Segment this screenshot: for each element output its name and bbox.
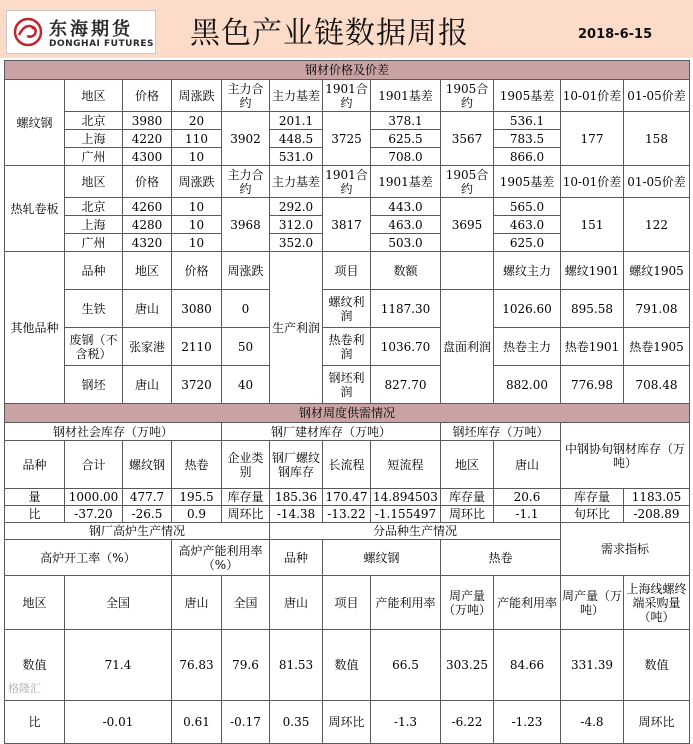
- header-cell: 主力合约: [222, 166, 270, 198]
- header-cell: 产能利用率: [371, 576, 441, 630]
- header-cell: 品种: [65, 252, 123, 290]
- disk-value: 热卷1905: [624, 328, 690, 366]
- hrc-spread-10-01: 151: [561, 198, 624, 252]
- bf-ts: 0.61: [172, 701, 222, 744]
- stock-region: 库存量: [441, 489, 494, 506]
- others-label: 其他品种: [5, 252, 65, 404]
- demand-label: 数值: [624, 630, 690, 701]
- header-cell: 1905合约: [441, 80, 494, 112]
- header-cell: 地区: [5, 576, 65, 630]
- header-cell: 长流程: [323, 441, 371, 489]
- stock-cat: 周环比: [222, 506, 270, 523]
- dragon-logo-icon: [13, 17, 43, 47]
- report-date: 2018-6-15: [578, 27, 653, 42]
- header-cell: 1905基差: [494, 80, 561, 112]
- rebar-spread-10-01: 177: [561, 112, 624, 166]
- header-cell: 热卷: [172, 441, 222, 489]
- other-chg: 40: [222, 366, 270, 404]
- header-cell: 周涨跌: [172, 166, 222, 198]
- other-price: 2110: [172, 328, 222, 366]
- profit-item: 钢坯利润: [323, 366, 371, 404]
- header-cell: 全国: [65, 576, 172, 630]
- hrc-basis-main: 352.0: [270, 234, 323, 252]
- hrc-chg: 10: [172, 234, 222, 252]
- header-cell: 唐山: [494, 441, 561, 489]
- disk-value: 热卷1901: [561, 328, 624, 366]
- other-variety: 钢坯: [65, 366, 123, 404]
- hc-out: 331.39: [561, 630, 624, 701]
- header-cell: 品种: [5, 441, 65, 489]
- variety-prod-title: 分品种生产情况: [270, 523, 561, 540]
- header-cell: 唐山: [172, 576, 222, 630]
- stock-long: 170.47: [323, 489, 371, 506]
- rebar-region: 上海: [65, 130, 123, 148]
- hrc-region: 广州: [65, 234, 123, 252]
- header-cell: 螺纹主力: [494, 252, 561, 290]
- stock-total: -37.20: [65, 506, 123, 523]
- other-price: 3720: [172, 366, 222, 404]
- stock-cat: 库存量: [222, 489, 270, 506]
- hrc-price: 4320: [123, 234, 172, 252]
- stock-hrc: 195.5: [172, 489, 222, 506]
- header-cell: 短流程: [371, 441, 441, 489]
- hrc-region: 上海: [65, 216, 123, 234]
- hrc-c1901: 3817: [323, 198, 371, 252]
- stock-short: -1.155497: [371, 506, 441, 523]
- hrc-basis-1905: 625.0: [494, 234, 561, 252]
- rebar-price: 4220: [123, 130, 172, 148]
- rb-util: 66.5: [371, 630, 441, 701]
- cisa-label: 旬环比: [561, 506, 624, 523]
- watermark: 格隆汇: [8, 682, 41, 695]
- profit-label: 生产利润: [270, 252, 323, 404]
- rebar-chg: 10: [172, 148, 222, 166]
- other-chg: 50: [222, 328, 270, 366]
- hrc-basis-main: 312.0: [270, 216, 323, 234]
- other-variety: 生铁: [65, 290, 123, 328]
- rebar-spread-01-05: 158: [624, 112, 690, 166]
- header-cell: 1905合约: [441, 166, 494, 198]
- header-cell: 地区: [123, 252, 172, 290]
- header-cell: 10-01价差: [561, 80, 624, 112]
- bf-nat: -0.01: [65, 701, 172, 744]
- stock-mill-rebar: -14.38: [270, 506, 323, 523]
- logo-en-text: DONGHAI FUTURES: [49, 39, 154, 49]
- prod-item: 数值: [323, 630, 371, 701]
- profit-item: 螺纹利润: [323, 290, 371, 328]
- hrc-region: 北京: [65, 198, 123, 216]
- hrc-basis-1901: 503.0: [371, 234, 441, 252]
- rebar-basis-1901: 378.1: [371, 112, 441, 130]
- header-cell: 唐山: [270, 576, 323, 630]
- hrc-c1905: 3695: [441, 198, 494, 252]
- cisa-label: 库存量: [561, 489, 624, 506]
- stock-tangshan: 20.6: [494, 489, 561, 506]
- demand-label: 周环比: [624, 701, 690, 744]
- header-cell: 地区: [65, 80, 123, 112]
- header-cell: 周产量（万吨）: [561, 576, 624, 630]
- hrc-label: 热轧卷板: [5, 166, 65, 252]
- header-cell: 产能利用率: [494, 576, 561, 630]
- rebar-c1905: 3567: [441, 112, 494, 166]
- disk-value: 热卷主力: [494, 328, 561, 366]
- stock-mill-rebar: 185.36: [270, 489, 323, 506]
- social-stock-title: 钢材社会库存（万吨）: [5, 423, 222, 441]
- row-label: 比: [5, 506, 65, 523]
- stock-long: -13.22: [323, 506, 371, 523]
- header-cell: 主力合约: [222, 80, 270, 112]
- prod-item: 周环比: [323, 701, 371, 744]
- util-nat: -0.17: [222, 701, 270, 744]
- header-cell: 地区: [65, 166, 123, 198]
- disk-value: 791.08: [624, 290, 690, 328]
- rebar-region: 广州: [65, 148, 123, 166]
- variety-label: 品种: [270, 540, 323, 576]
- header-cell: 主力基差: [270, 80, 323, 112]
- hrc-chg: 10: [172, 216, 222, 234]
- util-ts: 81.53: [270, 630, 323, 701]
- bf-util-title: 高炉产能利用率（%）: [172, 540, 270, 576]
- bf-ts: 76.83: [172, 630, 222, 701]
- hrc-price: 4260: [123, 198, 172, 216]
- rb-out: 303.25: [441, 630, 494, 701]
- rebar-label: 螺纹钢: [5, 80, 65, 166]
- section-price-title: 钢材价格及价差: [5, 61, 690, 80]
- rebar-basis-main: 201.1: [270, 112, 323, 130]
- header-cell: 主力基差: [270, 166, 323, 198]
- cisa-value: -208.89: [624, 506, 690, 523]
- stock-rebar: 477.7: [123, 489, 172, 506]
- stock-hrc: 0.9: [172, 506, 222, 523]
- rebar-basis-1901: 708.0: [371, 148, 441, 166]
- header-cell: 1905基差: [494, 166, 561, 198]
- other-chg: 0: [222, 290, 270, 328]
- hrc-basis-1901: 443.0: [371, 198, 441, 216]
- header-cell: 合计: [65, 441, 123, 489]
- hrc-chg: 10: [172, 198, 222, 216]
- header-cell: 01-05价差: [624, 80, 690, 112]
- stock-total: 1000.00: [65, 489, 123, 506]
- stock-tangshan: -1.1: [494, 506, 561, 523]
- disk-value: 895.58: [561, 290, 624, 328]
- header-cell: 数额: [371, 252, 441, 290]
- disk-value: 1026.60: [494, 290, 561, 328]
- hrc-price: 4280: [123, 216, 172, 234]
- disk-value: 882.00: [494, 366, 561, 404]
- other-price: 3080: [172, 290, 222, 328]
- rebar-chg: 20: [172, 112, 222, 130]
- cisa-value: 1183.05: [624, 489, 690, 506]
- rebar-prod-label: 螺纹钢: [323, 540, 441, 576]
- row-label: 量: [5, 489, 65, 506]
- header-cell: 10-01价差: [561, 166, 624, 198]
- rebar-region: 北京: [65, 112, 123, 130]
- mill-stock-title: 钢厂建材库存（万吨）: [222, 423, 441, 441]
- report-title: 黑色产业链数据周报: [190, 16, 469, 51]
- company-logo: [6, 10, 156, 54]
- header-cell: 1901合约: [323, 80, 371, 112]
- util-nat: 79.6: [222, 630, 270, 701]
- hc-util: -1.23: [494, 701, 561, 744]
- header-cell: 01-05价差: [624, 166, 690, 198]
- other-region: 唐山: [123, 366, 172, 404]
- hrc-basis-1905: 463.0: [494, 216, 561, 234]
- other-region: 张家港: [123, 328, 172, 366]
- profit-item: 热卷利润: [323, 328, 371, 366]
- header-cell: 上海线螺终端采购量（吨）: [624, 576, 690, 630]
- bf-rate-title: 高炉开工率（%）: [5, 540, 172, 576]
- rebar-chg: 110: [172, 130, 222, 148]
- header-cell: [441, 252, 494, 290]
- disk-value: 776.98: [561, 366, 624, 404]
- bf-nat: 71.4: [65, 630, 172, 701]
- logo-cn-text: 东海期货: [49, 19, 133, 40]
- header-cell: 项目: [323, 252, 371, 290]
- rb-out: -6.22: [441, 701, 494, 744]
- header-cell: 全国: [222, 576, 270, 630]
- rebar-main-contract: 3902: [222, 112, 270, 166]
- hrc-prod-label: 热卷: [441, 540, 561, 576]
- disk-profit-label: 盘面利润: [441, 290, 494, 404]
- billet-stock-title: 钢坯库存（万吨）: [441, 423, 561, 441]
- hrc-basis-1905: 565.0: [494, 198, 561, 216]
- header-cell: 周涨跌: [172, 80, 222, 112]
- header-cell: 螺纹钢: [123, 441, 172, 489]
- row-label: 比: [5, 701, 65, 744]
- hrc-spread-01-05: 122: [624, 198, 690, 252]
- hc-util: 84.66: [494, 630, 561, 701]
- profit-amount: 827.70: [371, 366, 441, 404]
- rebar-price: 3980: [123, 112, 172, 130]
- demand-title: 需求指标: [561, 523, 690, 576]
- header-cell: 项目: [323, 576, 371, 630]
- rebar-basis-main: 531.0: [270, 148, 323, 166]
- header-cell: 价格: [172, 252, 222, 290]
- header-cell: 1901基差: [371, 166, 441, 198]
- header-cell: 周产量（万吨）: [441, 576, 494, 630]
- other-region: 唐山: [123, 290, 172, 328]
- row-label: 数值: [5, 630, 65, 701]
- header-cell: 螺纹1901: [561, 252, 624, 290]
- report-header: [0, 0, 693, 58]
- hrc-main-contract: 3968: [222, 198, 270, 252]
- header-cell: 1901合约: [323, 166, 371, 198]
- rebar-c1901: 3725: [323, 112, 371, 166]
- rebar-price: 4300: [123, 148, 172, 166]
- rebar-basis-1905: 536.1: [494, 112, 561, 130]
- hrc-basis-1901: 463.0: [371, 216, 441, 234]
- rebar-basis-1901: 625.5: [371, 130, 441, 148]
- util-ts: 0.35: [270, 701, 323, 744]
- section-supply-title: 钢材周度供需情况: [5, 404, 690, 423]
- stock-region: 周环比: [441, 506, 494, 523]
- data-table: [4, 60, 690, 744]
- hc-out: -4.8: [561, 701, 624, 744]
- header-cell: 周涨跌: [222, 252, 270, 290]
- header-cell: 价格: [123, 80, 172, 112]
- rb-util: -1.3: [371, 701, 441, 744]
- stock-rebar: -26.5: [123, 506, 172, 523]
- bf-title: 钢厂高炉生产情况: [5, 523, 270, 540]
- stock-short: 14.894503: [371, 489, 441, 506]
- disk-value: 708.48: [624, 366, 690, 404]
- rebar-basis-1905: 866.0: [494, 148, 561, 166]
- header-cell: 企业类别: [222, 441, 270, 489]
- profit-amount: 1187.30: [371, 290, 441, 328]
- rebar-basis-1905: 783.5: [494, 130, 561, 148]
- other-variety: 废钢（不含税）: [65, 328, 123, 366]
- header-cell: 地区: [441, 441, 494, 489]
- rebar-basis-main: 448.5: [270, 130, 323, 148]
- header-cell: 钢厂螺纹钢库存: [270, 441, 323, 489]
- header-cell: 1901基差: [371, 80, 441, 112]
- header-cell: 螺纹1905: [624, 252, 690, 290]
- header-cell: 价格: [123, 166, 172, 198]
- cisa-stock-title: 中钢协旬钢材库存（万吨）: [561, 423, 690, 489]
- profit-amount: 1036.70: [371, 328, 441, 366]
- hrc-basis-main: 292.0: [270, 198, 323, 216]
